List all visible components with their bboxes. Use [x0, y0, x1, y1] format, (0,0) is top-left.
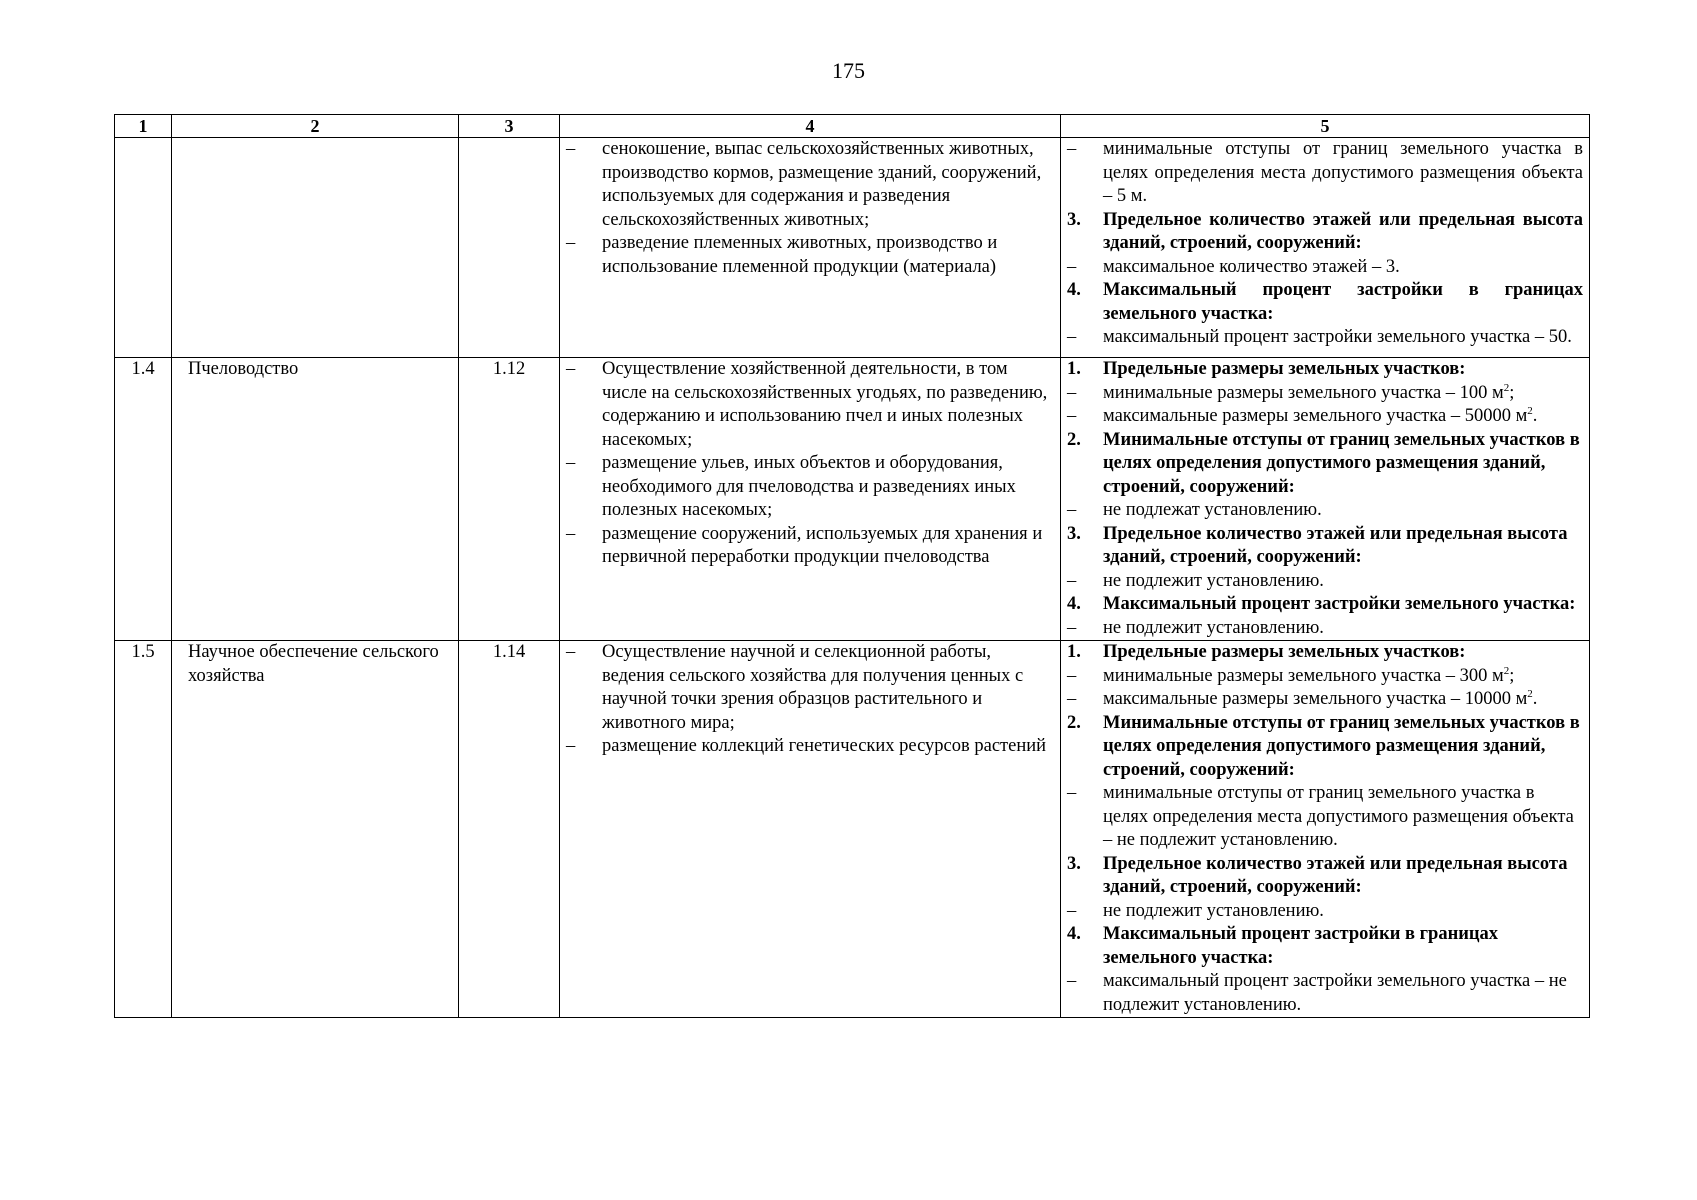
list-marker: – — [1067, 139, 1077, 159]
list-item — [1067, 593, 1583, 617]
list-marker: – — [1067, 382, 1077, 403]
list-text: Максимальный процент застройки в границах земельного участка: — [1103, 280, 1583, 324]
list-text: Предельные размеры земельных участков: — [1103, 359, 1466, 379]
area-text: максимальные размеры земельного участка – 50000 м — [1103, 406, 1528, 426]
list-item — [1067, 782, 1583, 853]
row-index: 1.4 — [115, 358, 172, 641]
list-item — [1067, 358, 1583, 382]
list-item — [1067, 382, 1583, 406]
list-marker: – — [566, 523, 576, 544]
list-text: максимальное количество этажей – 3. — [1103, 256, 1400, 277]
list-marker: – — [566, 359, 576, 379]
list-marker: – — [566, 139, 576, 159]
list-item — [1067, 900, 1583, 924]
land-use-name — [172, 138, 459, 358]
list-marker: – — [1067, 406, 1077, 426]
list-item — [1067, 405, 1583, 429]
list-item — [1067, 138, 1583, 209]
list-text — [1103, 382, 1583, 406]
list-item — [1067, 853, 1583, 900]
list-text: размещение ульев, иных объектов и оборудования, необходимого для пчеловодства и разведениях иных полезных насекомых; — [602, 453, 1016, 520]
list-text: Максимальный процент застройки земельного участка: — [1103, 594, 1576, 614]
list-marker: – — [566, 642, 576, 662]
list-marker: – — [1067, 900, 1077, 921]
header-row — [115, 115, 1590, 138]
header-cell-2: 2 — [172, 115, 459, 138]
use-description — [560, 641, 1061, 1018]
list-item — [1067, 970, 1583, 1017]
list-text: Минимальные отступы от границ земельных участков в целях определения допустимого размещения зданий, строений, сооружений: — [1103, 712, 1580, 780]
list-text: Осуществление научной и селекционной работы, ведения сельского хозяйства для получения ценных с научной точки зрения образцов растительного и животного мира; — [602, 642, 1024, 733]
list-marker: – — [1067, 971, 1077, 991]
list-item — [566, 452, 1054, 523]
use-description — [560, 358, 1061, 641]
list-item — [1067, 209, 1583, 256]
table-body — [115, 138, 1590, 1018]
list-text: Осуществление хозяйственной деятельности, в том числе на сельскохозяйственных угодьях, по разведению, содержанию и использованию пчел и иных полезных насекомых; — [602, 359, 1048, 450]
list-marker: 1. — [1067, 359, 1081, 379]
list-marker: 3. — [1067, 209, 1081, 230]
table-header — [115, 115, 1590, 138]
list-item — [1067, 712, 1583, 783]
page-number: 175 — [832, 58, 865, 83]
list-item — [1067, 665, 1583, 689]
list-text — [1103, 665, 1583, 689]
list-text: не подлежат установлению. — [1103, 500, 1322, 520]
list-item — [566, 735, 1054, 759]
land-use-name: Научное обеспечение сельского хозяйства — [172, 641, 459, 1018]
punctuation: ; — [1509, 665, 1515, 686]
list-text: не подлежит установлению. — [1103, 570, 1324, 591]
list-item — [1067, 326, 1583, 350]
list-marker: 3. — [1067, 853, 1081, 874]
list-text: сенокошение, выпас сельскохозяйственных животных, производство кормов, размещение зданий, сооружений, используемых для содержания и разведения сельскохозяйственных животных; — [602, 139, 1042, 230]
list-marker: 1. — [1067, 642, 1081, 662]
list-text: разведение племенных животных, производство и использование племенной продукции (материала) — [602, 233, 998, 277]
list-item — [566, 358, 1054, 452]
area-text: минимальные размеры земельного участка – 100 м — [1103, 382, 1504, 403]
land-use-name: Пчеловодство — [172, 358, 459, 641]
land-use-code — [459, 138, 560, 358]
punctuation: . — [1532, 689, 1538, 709]
area-text: минимальные размеры земельного участка – 300 м — [1103, 665, 1504, 686]
list-text: Максимальный процент застройки в границах земельного участка: — [1103, 924, 1499, 968]
list-item — [1067, 429, 1583, 500]
list-text: Предельные размеры земельных участков: — [1103, 642, 1466, 662]
list-text: Предельное количество этажей или предельная высота зданий, строений, сооружений: — [1103, 523, 1568, 567]
land-use-code: 1.14 — [459, 641, 560, 1018]
list-item — [566, 232, 1054, 279]
list-item — [1067, 617, 1583, 641]
list-text — [1103, 405, 1583, 429]
list-marker: – — [566, 453, 576, 473]
list-text: размещение коллекций генетических ресурсов растений — [602, 736, 1047, 756]
header-cell-5: 5 — [1061, 115, 1590, 138]
list-text — [1103, 688, 1583, 712]
list-text: Предельное количество этажей или предельная высота зданий, строений, сооружений: — [1103, 853, 1568, 897]
list-marker: – — [1067, 783, 1077, 803]
list-marker: 2. — [1067, 712, 1081, 733]
list-marker: – — [1067, 327, 1077, 347]
list-item — [1067, 688, 1583, 712]
row-index — [115, 138, 172, 358]
header-cell-3: 3 — [459, 115, 560, 138]
list-item — [1067, 279, 1583, 326]
parameters — [1061, 641, 1590, 1018]
unit-superscript: 2 — [1527, 404, 1533, 417]
list-text: минимальные отступы от границ земельного участка в целях определения места допустимого размещения объекта – 5 м. — [1103, 139, 1583, 206]
list-text: Минимальные отступы от границ земельных участков в целях определения допустимого размещения зданий, строений, сооружений: — [1103, 429, 1580, 497]
list-marker: – — [566, 233, 576, 253]
list-item — [1067, 256, 1583, 280]
list-item — [566, 138, 1054, 232]
table-row — [115, 641, 1590, 1018]
land-use-code: 1.12 — [459, 358, 560, 641]
unit-superscript: 2 — [1503, 381, 1510, 394]
zoning-table — [114, 114, 1590, 1018]
list-marker: – — [1067, 665, 1077, 686]
list-item — [566, 523, 1054, 570]
list-item — [1067, 523, 1583, 570]
list-text: не подлежит установлению. — [1103, 617, 1324, 638]
list-marker: – — [1067, 570, 1077, 591]
list-text: Предельное количество этажей или предельная высота зданий, строений, сооружений: — [1103, 209, 1583, 253]
list-marker: 4. — [1067, 594, 1081, 614]
list-item — [566, 641, 1054, 735]
punctuation: . — [1532, 406, 1538, 426]
punctuation: ; — [1509, 382, 1515, 403]
list-marker: – — [1067, 689, 1077, 709]
list-item — [1067, 499, 1583, 523]
list-item — [1067, 923, 1583, 970]
unit-superscript: 2 — [1527, 687, 1533, 700]
list-marker: 3. — [1067, 523, 1081, 544]
row-index: 1.5 — [115, 641, 172, 1018]
list-marker: 4. — [1067, 280, 1081, 300]
area-text: максимальные размеры земельного участка – 10000 м — [1103, 689, 1528, 709]
parameters — [1061, 358, 1590, 641]
list-text: максимальный процент застройки земельного участка – 50. — [1103, 327, 1572, 347]
list-text: максимальный процент застройки земельного участка – не подлежит установлению. — [1103, 971, 1567, 1015]
header-cell-1: 1 — [115, 115, 172, 138]
list-marker: 2. — [1067, 429, 1081, 450]
list-marker: 4. — [1067, 924, 1081, 944]
list-marker: – — [566, 736, 576, 756]
unit-superscript: 2 — [1503, 664, 1510, 677]
table-row — [115, 138, 1590, 358]
list-text: не подлежит установлению. — [1103, 900, 1324, 921]
list-item — [1067, 641, 1583, 665]
list-text: размещение сооружений, используемых для хранения и первичной переработки продукции пчеловодства — [602, 523, 1043, 567]
list-marker: – — [1067, 256, 1077, 277]
table-row — [115, 358, 1590, 641]
list-item — [1067, 570, 1583, 594]
list-marker: – — [1067, 617, 1077, 638]
parameters — [1061, 138, 1590, 358]
list-text: минимальные отступы от границ земельного участка в целях определения места допустимого размещения объекта – не подлежит установлению. — [1103, 783, 1574, 850]
use-description — [560, 138, 1061, 358]
list-marker: – — [1067, 500, 1077, 520]
header-cell-4: 4 — [560, 115, 1061, 138]
